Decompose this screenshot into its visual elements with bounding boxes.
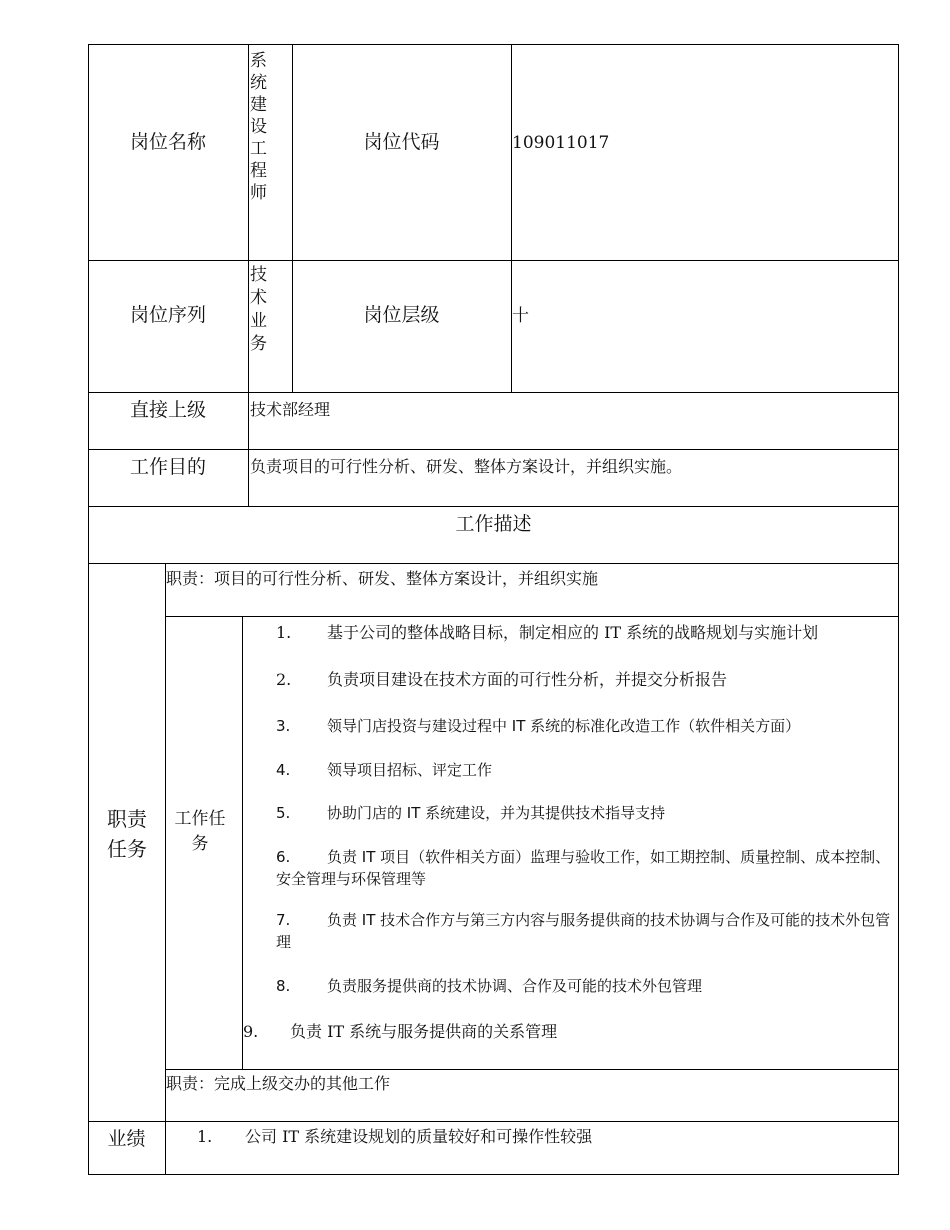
task-item: 9. 负责 IT 系统与服务提供商的关系管理 (243, 1022, 558, 1041)
purpose-label: 工作目的 (129, 456, 206, 478)
purpose-value: 负责项目的可行性分析、研发、整体方案设计，并组织实施。 (250, 457, 683, 476)
duties-label: 职责任务 (107, 807, 147, 861)
supervisor-label: 直接上级 (129, 399, 206, 421)
col-divider (248, 44, 249, 507)
position-code-value: 109011017 (512, 133, 610, 153)
row-divider (88, 563, 899, 564)
performance-item: 1. 公司 IT 系统建设规划的质量较好和可操作性较强 (197, 1127, 593, 1146)
task-item: 5. 协助门店的 IT 系统建设，并为其提供技术指导支持 (276, 804, 666, 822)
position-level-label: 岗位层级 (363, 304, 440, 326)
task-item: 2. 负责项目建设在技术方面的可行性分析，并提交分析报告 (276, 670, 728, 689)
row-divider (88, 449, 899, 450)
row-divider (88, 1121, 899, 1122)
duty-title: 职责：项目的可行性分析、研发、整体方案设计，并组织实施 (166, 569, 599, 588)
task-item: 6. 负责 IT 项目（软件相关方面）监理与验收工作，如工期控制、质量控制、成本控制、安全管理与环保管理等 (276, 848, 891, 888)
row-divider (88, 506, 899, 507)
table-border-left (88, 44, 89, 1175)
position-code-label: 岗位代码 (363, 131, 440, 153)
performance-label: 业绩 (107, 1128, 146, 1150)
tasks-label: 工作任务 (174, 809, 226, 854)
row-divider (88, 260, 899, 261)
task-item: 7. 负责 IT 技术合作方与第三方内容与服务提供商的技术协调与合作及可能的技术外包管理 (276, 911, 891, 951)
col-divider (242, 616, 243, 1070)
description-header: 工作描述 (455, 513, 532, 535)
supervisor-value: 技术部经理 (250, 400, 331, 419)
col-divider (511, 44, 512, 393)
position-sequence-value: 技术业务 (250, 265, 267, 354)
row-divider (166, 1069, 899, 1070)
position-name-label: 岗位名称 (129, 131, 206, 153)
row-divider (88, 392, 899, 393)
row-divider (166, 616, 899, 617)
task-item: 4. 领导项目招标、评定工作 (276, 761, 493, 779)
task-item: 8. 负责服务提供商的技术协调、合作及可能的技术外包管理 (276, 977, 703, 995)
position-name-value: 系统建设工程师 (250, 51, 267, 203)
task-item: 1. 基于公司的整体战略目标，制定相应的 IT 系统的战略规划与实施计划 (276, 623, 819, 642)
col-divider (292, 44, 293, 393)
position-sequence-label: 岗位序列 (129, 304, 206, 326)
duty-title: 职责：完成上级交办的其他工作 (166, 1074, 391, 1093)
table-border-right (898, 44, 899, 1175)
task-item: 3. 领导门店投资与建设过程中 IT 系统的标准化改造工作（软件相关方面） (276, 717, 801, 735)
table-border-bottom (88, 1174, 899, 1175)
position-level-value: 十 (512, 306, 529, 326)
table-border-top (88, 44, 899, 45)
